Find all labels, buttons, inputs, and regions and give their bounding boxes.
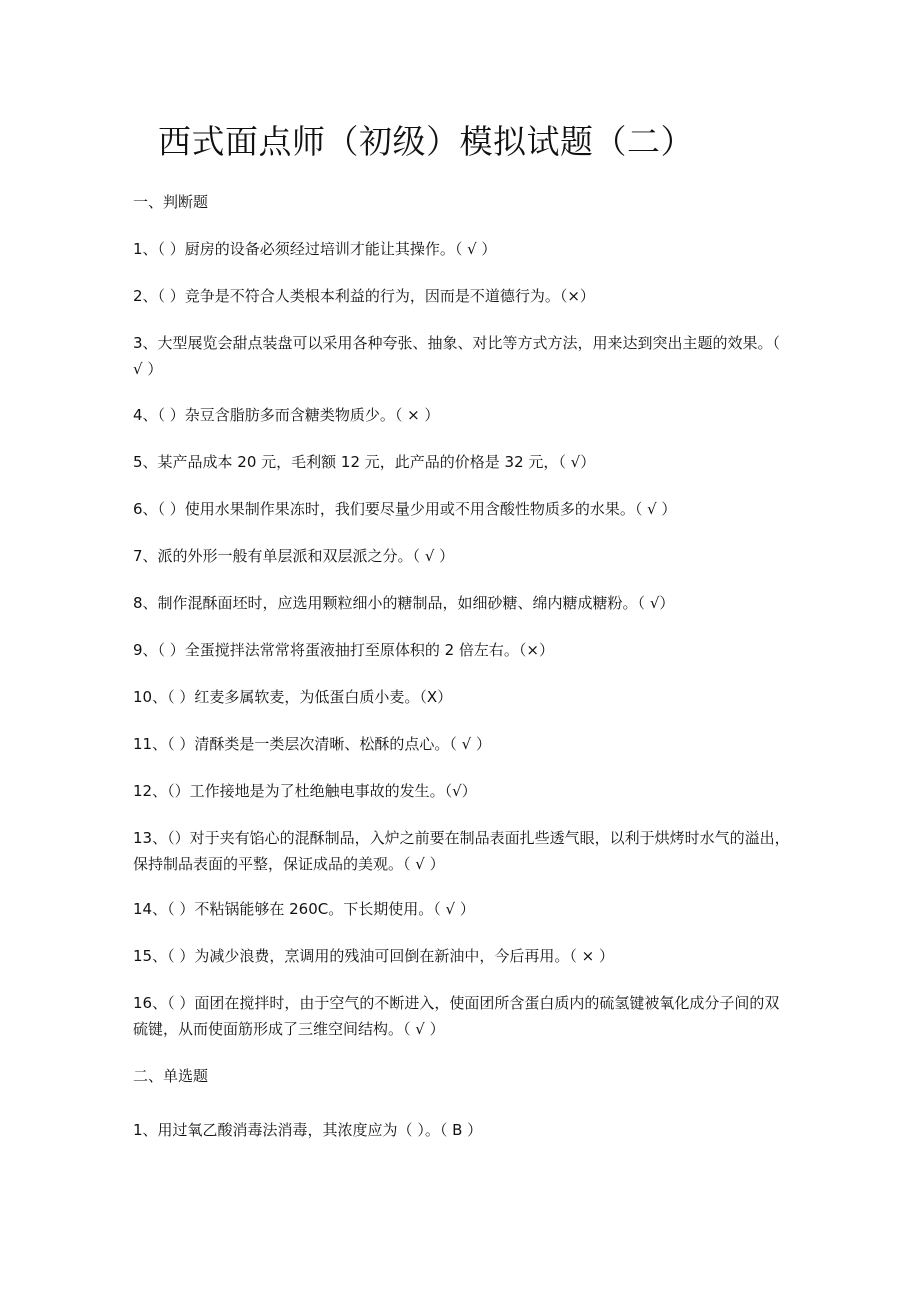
question-item: 16、（ ）面团在搅拌时，由于空气的不断进入，使面团所含蛋白质内的硫氢键被氧化成分子间的双硫键，从而使面筋形成了三维空间结构。（ √ ） — [133, 994, 780, 1038]
question-item: 10、（ ）红麦多属软麦，为低蛋白质小麦。（X） — [133, 688, 453, 706]
question-item: 15、（ ）为减少浪费，烹调用的残油可回倒在新油中，今后再用。（ × ） — [133, 947, 614, 965]
question-item: 1、用过氧乙酸消毒法消毒，其浓度应为（ ）。（ B ） — [133, 1121, 483, 1139]
question-item: 5、某产品成本 20 元，毛利额 12 元，此产品的价格是 32 元，（ √） — [133, 453, 596, 471]
page-title: 西式面点师（初级）模拟试题（二） — [158, 122, 694, 161]
question-item: 3、大型展览会甜点装盘可以采用各种夸张、抽象、对比等方式方法，用来达到突出主题的效果。（ √ ） — [133, 334, 781, 378]
question-item: 2、（ ）竞争是不符合人类根本利益的行为，因而是不道德行为。（×） — [133, 287, 595, 305]
question-item: 8、制作混酥面坯时，应选用颗粒细小的糖制品，如细砂糖、绵内糖成糖粉。（ √） — [133, 594, 675, 612]
question-item: 1、（ ）厨房的设备必须经过培训才能让其操作。（ √ ） — [133, 240, 497, 258]
question-item: 9、（ ）全蛋搅拌法常常将蛋液抽打至原体积的 2 倍左右。（×） — [133, 641, 554, 659]
question-item: 6、（ ）使用水果制作果冻时，我们要尽量少用或不用含酸性物质多的水果。（ √ ） — [133, 500, 677, 518]
question-item: 12、（）工作接地是为了杜绝触电事故的发生。（√） — [133, 782, 477, 800]
section-heading-single-choice: 二、单选题 — [133, 1067, 209, 1085]
question-item: 4、（ ）杂豆含脂肪多而含糖类物质少。（ × ） — [133, 406, 440, 424]
section-heading-judgment: 一、判断题 — [133, 193, 209, 211]
question-item: 14、（ ）不粘锅能够在 260C。下长期使用。（ √ ） — [133, 900, 475, 918]
question-item: 11、（ ）清酥类是一类层次清晰、松酥的点心。（ √ ） — [133, 735, 491, 753]
question-item: 13、（）对于夹有馅心的混酥制品，入炉之前要在制品表面扎些透气眼，以利于烘烤时水气的溢出，保持制品表面的平整，保证成品的美观。（ √ ） — [133, 829, 790, 873]
question-item: 7、派的外形一般有单层派和双层派之分。（ √ ） — [133, 547, 455, 565]
